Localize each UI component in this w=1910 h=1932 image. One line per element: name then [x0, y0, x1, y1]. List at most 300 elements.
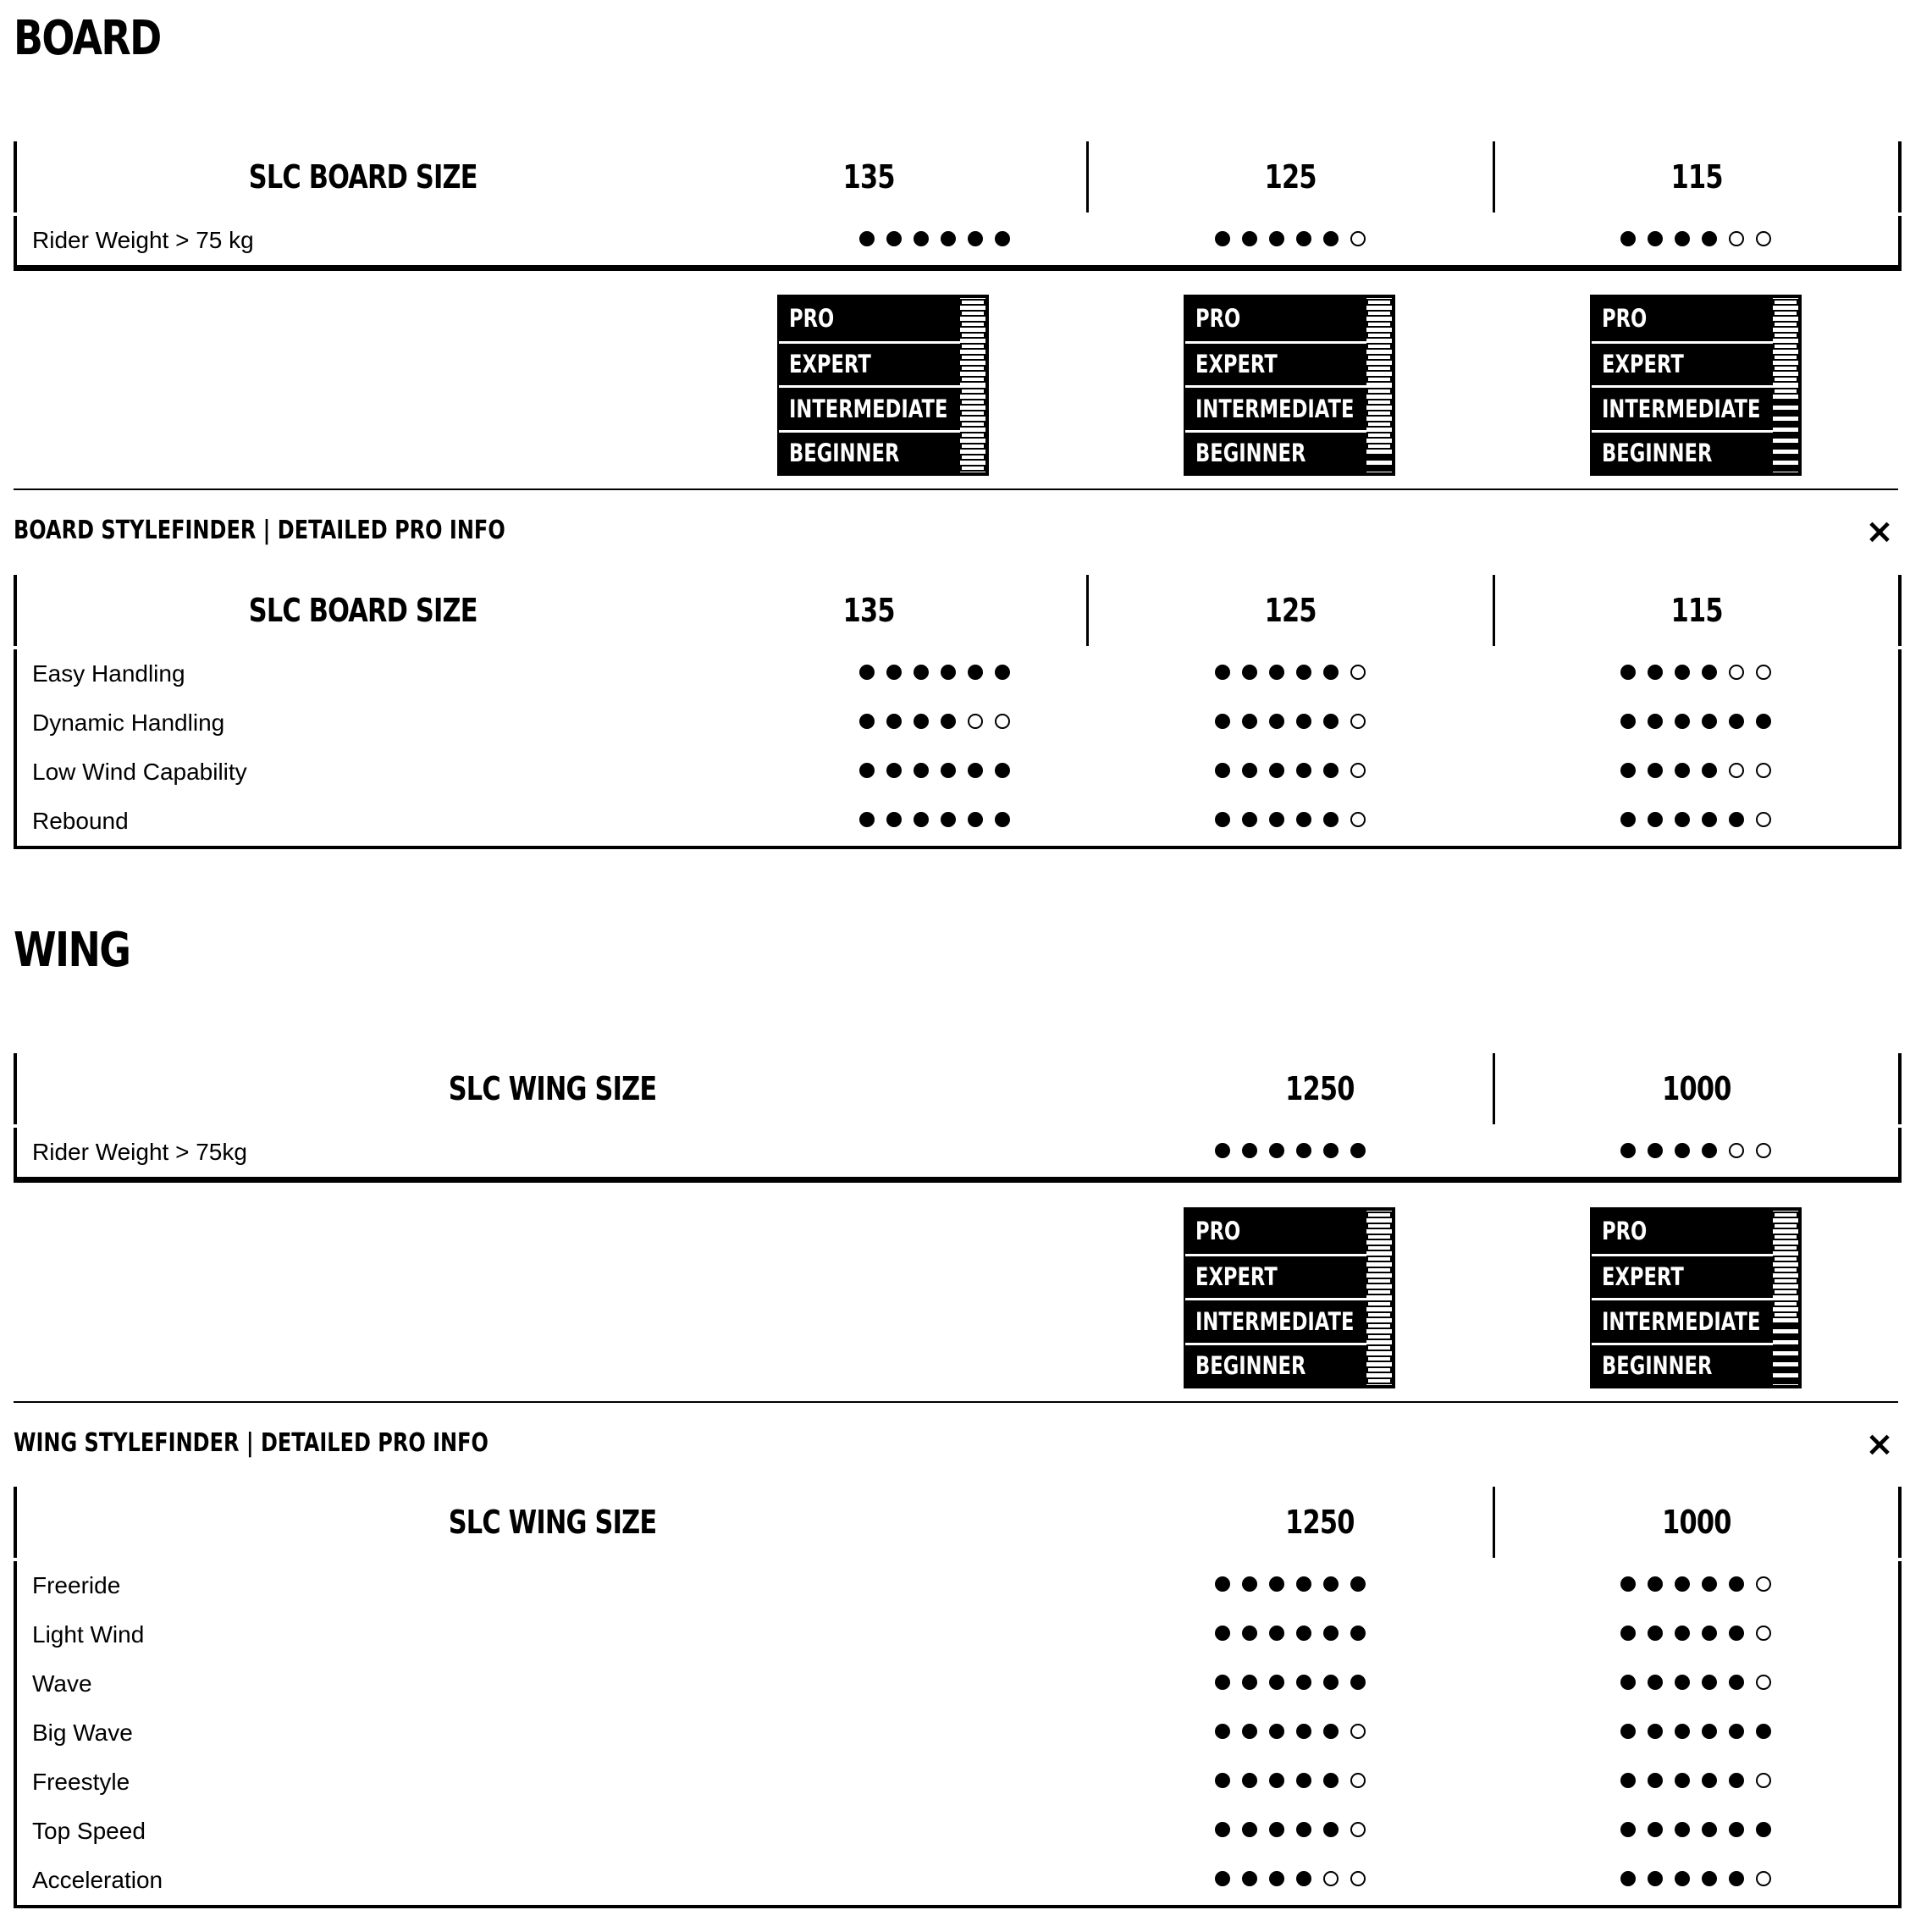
- filled-dot-icon: [1675, 231, 1690, 246]
- level-bar: [1366, 1234, 1392, 1240]
- filled-dot-icon: [1215, 1724, 1230, 1739]
- level-pro: PRO: [1602, 304, 1648, 334]
- level-bar: [1773, 1300, 1798, 1307]
- empty-dot-icon: [968, 714, 983, 729]
- level-bar: [1366, 310, 1392, 317]
- filled-dot-icon: [1702, 1724, 1717, 1739]
- wing-rating-1000: [1493, 1561, 1900, 1610]
- empty-dot-icon: [1756, 1576, 1771, 1592]
- filled-dot-icon: [1242, 1822, 1257, 1837]
- board-weight-table: [14, 216, 1902, 271]
- filled-dot-icon: [1675, 1143, 1690, 1158]
- level-intermediate: INTERMEDIATE: [779, 385, 963, 430]
- filled-dot-icon: [1269, 1724, 1284, 1739]
- level-beginner: BEGINNER: [1185, 1343, 1370, 1388]
- level-bar: [1773, 1223, 1798, 1229]
- board-rating-135: [782, 698, 1087, 748]
- filled-dot-icon: [1296, 1626, 1311, 1641]
- filled-dot-icon: [1675, 1773, 1690, 1788]
- empty-dot-icon: [1756, 1773, 1771, 1788]
- filled-dot-icon: [1269, 812, 1284, 827]
- level-bar: [1366, 1377, 1392, 1384]
- filled-dot-icon: [1702, 812, 1717, 827]
- wing-size-1000: 1000: [1493, 1053, 1900, 1124]
- filled-dot-icon: [1296, 763, 1311, 778]
- filled-dot-icon: [1729, 1871, 1744, 1886]
- wing-rating-1250: [1087, 1856, 1493, 1907]
- wing-row-label: Light Wind: [15, 1610, 1087, 1659]
- wing-rating-1250: [1087, 1758, 1493, 1807]
- wing-stylefinder-header: [15, 1487, 1900, 1558]
- level-bar: [1773, 454, 1798, 461]
- filled-dot-icon: [1323, 1724, 1339, 1739]
- wing-stylefinder-row-wave: [15, 1659, 1900, 1708]
- filled-dot-icon: [886, 231, 902, 246]
- level-intermediate: INTERMEDIATE: [1185, 1298, 1370, 1343]
- filled-dot-icon: [1702, 1773, 1717, 1788]
- wing-size-header: [15, 1053, 1900, 1124]
- empty-dot-icon: [1350, 665, 1366, 680]
- wing-stylefinder-size-1250: 1250: [1285, 1504, 1355, 1541]
- level-pro: PRO: [1195, 304, 1241, 334]
- level-beginner: BEGINNER: [1592, 1343, 1776, 1388]
- empty-dot-icon: [1756, 1143, 1771, 1158]
- filled-dot-icon: [859, 763, 875, 778]
- empty-dot-icon: [1350, 1822, 1366, 1837]
- level-bar: [960, 321, 985, 328]
- empty-dot-icon: [1756, 812, 1771, 827]
- board-rating-115: [1493, 748, 1900, 797]
- filled-dot-icon: [1620, 1822, 1636, 1837]
- wing-stylefinder-title: WING STYLEFINDER | DETAILED PRO INFO: [14, 1428, 489, 1458]
- wing-rating-1250: [1087, 1807, 1493, 1856]
- board-rating-135: [782, 649, 1087, 698]
- level-meter: [960, 298, 985, 472]
- board-stylefinder-header: [15, 575, 1900, 646]
- filled-dot-icon: [1323, 1626, 1339, 1641]
- board-rating-125: [1087, 698, 1493, 748]
- filled-dot-icon: [1296, 665, 1311, 680]
- wing-stylefinder-close-button[interactable]: ×: [1865, 1425, 1894, 1464]
- level-bar: [1366, 1245, 1392, 1251]
- filled-dot-icon: [1620, 1576, 1636, 1592]
- filled-dot-icon: [1620, 1675, 1636, 1690]
- filled-dot-icon: [886, 714, 902, 729]
- filled-dot-icon: [1648, 763, 1663, 778]
- filled-dot-icon: [1702, 714, 1717, 729]
- wing-row-label: Acceleration: [15, 1856, 1087, 1907]
- empty-dot-icon: [1729, 231, 1744, 246]
- wing-stylefinder-size-1000: 1000: [1493, 1487, 1900, 1558]
- level-bar: [960, 354, 985, 361]
- filled-dot-icon: [995, 231, 1010, 246]
- empty-dot-icon: [1756, 763, 1771, 778]
- filled-dot-icon: [1350, 1576, 1366, 1592]
- filled-dot-icon: [1620, 1773, 1636, 1788]
- wing-level-box-1000: [1590, 1207, 1802, 1388]
- wing-row-label: Wave: [15, 1659, 1087, 1708]
- filled-dot-icon: [1648, 1773, 1663, 1788]
- level-bar: [1366, 443, 1392, 450]
- level-bar: [1366, 432, 1392, 439]
- board-stylefinder-row-easy-handling: [15, 649, 1900, 698]
- filled-dot-icon: [1323, 812, 1339, 827]
- filled-dot-icon: [1648, 1143, 1663, 1158]
- level-bar: [1773, 1289, 1798, 1295]
- filled-dot-icon: [1648, 714, 1663, 729]
- filled-dot-icon: [1269, 1871, 1284, 1886]
- filled-dot-icon: [1242, 812, 1257, 827]
- filled-dot-icon: [1675, 1871, 1690, 1886]
- filled-dot-icon: [1323, 1822, 1339, 1837]
- wing-rating-1000: [1493, 1758, 1900, 1807]
- wing-rating-1250: [1087, 1708, 1493, 1758]
- filled-dot-icon: [995, 763, 1010, 778]
- wing-stylefinder-rows: [14, 1561, 1902, 1908]
- filled-dot-icon: [1296, 1724, 1311, 1739]
- empty-dot-icon: [1350, 763, 1366, 778]
- level-expert: EXPERT: [1592, 1254, 1776, 1299]
- level-meter: [1366, 1211, 1392, 1385]
- filled-dot-icon: [1296, 1576, 1311, 1592]
- filled-dot-icon: [1242, 763, 1257, 778]
- filled-dot-icon: [1702, 1675, 1717, 1690]
- filled-dot-icon: [914, 812, 929, 827]
- filled-dot-icon: [1242, 1576, 1257, 1592]
- filled-dot-icon: [1620, 1143, 1636, 1158]
- wing-stylefinder-table: [14, 1487, 1902, 1558]
- empty-dot-icon: [1323, 1871, 1339, 1886]
- board-size-table: [14, 141, 1902, 213]
- level-bar: [1773, 299, 1798, 306]
- board-rating-115: [1493, 797, 1900, 847]
- filled-dot-icon: [941, 812, 956, 827]
- filled-dot-icon: [1242, 231, 1257, 246]
- level-bar: [1773, 1278, 1798, 1284]
- wing-weight-label: Rider Weight > 75kg: [15, 1128, 1087, 1180]
- board-rating-115: [1493, 698, 1900, 748]
- level-bar: [960, 399, 985, 406]
- level-bar: [1366, 1344, 1392, 1351]
- filled-dot-icon: [1702, 1871, 1717, 1886]
- level-bar: [1366, 343, 1392, 350]
- wing-rating-1250: [1087, 1610, 1493, 1659]
- filled-dot-icon: [1323, 231, 1339, 246]
- filled-dot-icon: [1215, 1675, 1230, 1690]
- filled-dot-icon: [1296, 714, 1311, 729]
- level-meter: [1366, 298, 1392, 472]
- level-beginner: BEGINNER: [779, 430, 963, 475]
- filled-dot-icon: [1215, 763, 1230, 778]
- board-rating-125: [1087, 649, 1493, 698]
- empty-dot-icon: [1756, 665, 1771, 680]
- filled-dot-icon: [941, 665, 956, 680]
- filled-dot-icon: [1675, 1724, 1690, 1739]
- filled-dot-icon: [914, 763, 929, 778]
- level-bar: [1773, 1322, 1798, 1329]
- level-bar: [1366, 410, 1392, 417]
- level-bar: [1366, 1311, 1392, 1318]
- wing-stylefinder-row-acceleration: [15, 1856, 1900, 1907]
- filled-dot-icon: [1215, 714, 1230, 729]
- level-pro: PRO: [1195, 1217, 1241, 1246]
- filled-dot-icon: [1620, 812, 1636, 827]
- level-bar: [1773, 343, 1798, 350]
- filled-dot-icon: [1729, 1675, 1744, 1690]
- level-bar: [1366, 1366, 1392, 1373]
- board-level-box-125: [1184, 295, 1395, 476]
- filled-dot-icon: [1729, 1626, 1744, 1641]
- level-bar: [1773, 1366, 1798, 1373]
- board-stylefinder-size-115: 115: [1493, 575, 1900, 646]
- filled-dot-icon: [1648, 1871, 1663, 1886]
- level-bar: [1773, 332, 1798, 339]
- filled-dot-icon: [1215, 1871, 1230, 1886]
- filled-dot-icon: [1702, 1822, 1717, 1837]
- empty-dot-icon: [1756, 1626, 1771, 1641]
- level-bar: [960, 465, 985, 472]
- filled-dot-icon: [1242, 1675, 1257, 1690]
- filled-dot-icon: [968, 763, 983, 778]
- filled-dot-icon: [859, 812, 875, 827]
- empty-dot-icon: [1756, 231, 1771, 246]
- level-bar: [1773, 388, 1798, 395]
- wing-row-label: Freeride: [15, 1561, 1087, 1610]
- wing-rating-1000: [1493, 1807, 1900, 1856]
- filled-dot-icon: [1296, 231, 1311, 246]
- wing-rating-1000: [1493, 1610, 1900, 1659]
- wing-size-1250: 1250: [1285, 1070, 1355, 1107]
- board-row-label: Easy Handling: [15, 649, 782, 698]
- filled-dot-icon: [968, 665, 983, 680]
- level-bar: [1773, 432, 1798, 439]
- filled-dot-icon: [1269, 1576, 1284, 1592]
- level-beginner: BEGINNER: [1592, 430, 1776, 475]
- level-bar: [1773, 1256, 1798, 1262]
- board-weight-label: Rider Weight > 75 kg: [15, 216, 782, 268]
- filled-dot-icon: [1215, 1576, 1230, 1592]
- filled-dot-icon: [1675, 665, 1690, 680]
- filled-dot-icon: [1648, 1626, 1663, 1641]
- level-bar: [960, 388, 985, 395]
- empty-dot-icon: [1350, 714, 1366, 729]
- filled-dot-icon: [1323, 1675, 1339, 1690]
- filled-dot-icon: [995, 812, 1010, 827]
- board-stylefinder-size-label: SLC BOARD SIZE: [15, 575, 884, 646]
- level-bar: [1366, 299, 1392, 306]
- filled-dot-icon: [1242, 1724, 1257, 1739]
- filled-dot-icon: [1648, 231, 1663, 246]
- board-size-135: 135: [842, 158, 895, 196]
- level-bar: [960, 310, 985, 317]
- filled-dot-icon: [1323, 714, 1339, 729]
- filled-dot-icon: [1350, 1143, 1366, 1158]
- filled-dot-icon: [1269, 1675, 1284, 1690]
- board-level-box-135: [777, 295, 989, 476]
- wing-rating-1000: [1493, 1659, 1900, 1708]
- filled-dot-icon: [1702, 231, 1717, 246]
- level-bar: [1773, 443, 1798, 450]
- level-bar: [1773, 1377, 1798, 1384]
- wing-stylefinder-row-big-wave: [15, 1708, 1900, 1758]
- filled-dot-icon: [1729, 1576, 1744, 1592]
- filled-dot-icon: [1242, 714, 1257, 729]
- wing-rating-1000: [1493, 1856, 1900, 1907]
- level-bar: [960, 299, 985, 306]
- level-bar: [960, 365, 985, 372]
- filled-dot-icon: [1296, 1143, 1311, 1158]
- filled-dot-icon: [1620, 714, 1636, 729]
- level-bar: [1366, 1289, 1392, 1295]
- filled-dot-icon: [1702, 665, 1717, 680]
- filled-dot-icon: [1675, 763, 1690, 778]
- board-weight-row: [15, 216, 1900, 268]
- filled-dot-icon: [1296, 1773, 1311, 1788]
- filled-dot-icon: [1269, 1626, 1284, 1641]
- level-bar: [1773, 410, 1798, 417]
- board-rating-135: [782, 748, 1087, 797]
- level-bar: [1366, 1212, 1392, 1218]
- wing-rating-1250: [1087, 1659, 1493, 1708]
- filled-dot-icon: [1648, 665, 1663, 680]
- filled-dot-icon: [1620, 231, 1636, 246]
- filled-dot-icon: [968, 231, 983, 246]
- empty-dot-icon: [1729, 763, 1744, 778]
- filled-dot-icon: [914, 714, 929, 729]
- filled-dot-icon: [968, 812, 983, 827]
- level-meter: [1773, 1211, 1798, 1385]
- level-meter: [1773, 298, 1798, 472]
- level-bar: [960, 454, 985, 461]
- level-pro: PRO: [1602, 1217, 1648, 1246]
- level-bar: [960, 343, 985, 350]
- wing-weight-rating-1000: [1493, 1128, 1900, 1180]
- level-bar: [1773, 321, 1798, 328]
- level-bar: [1773, 354, 1798, 361]
- board-level-box-115: [1590, 295, 1802, 476]
- filled-dot-icon: [1729, 812, 1744, 827]
- filled-dot-icon: [1215, 1626, 1230, 1641]
- filled-dot-icon: [1215, 665, 1230, 680]
- filled-dot-icon: [1675, 1576, 1690, 1592]
- empty-dot-icon: [1729, 665, 1744, 680]
- board-stylefinder-size-135: 135: [842, 592, 895, 629]
- level-intermediate: INTERMEDIATE: [1592, 1298, 1776, 1343]
- wing-weight-table: [14, 1128, 1902, 1183]
- level-bar: [960, 443, 985, 450]
- filled-dot-icon: [914, 231, 929, 246]
- filled-dot-icon: [914, 665, 929, 680]
- level-bar: [1773, 1234, 1798, 1240]
- filled-dot-icon: [1269, 1773, 1284, 1788]
- wing-stylefinder-row-top-speed: [15, 1807, 1900, 1856]
- filled-dot-icon: [1269, 665, 1284, 680]
- filled-dot-icon: [995, 665, 1010, 680]
- filled-dot-icon: [1729, 1773, 1744, 1788]
- board-size-125: 125: [1087, 141, 1493, 213]
- filled-dot-icon: [1648, 1576, 1663, 1592]
- filled-dot-icon: [1620, 1724, 1636, 1739]
- filled-dot-icon: [1269, 1143, 1284, 1158]
- filled-dot-icon: [1702, 1143, 1717, 1158]
- filled-dot-icon: [1702, 1626, 1717, 1641]
- board-stylefinder-title: BOARD STYLEFINDER | DETAILED PRO INFO: [14, 516, 505, 545]
- filled-dot-icon: [1323, 1576, 1339, 1592]
- filled-dot-icon: [1648, 812, 1663, 827]
- level-bar: [1366, 354, 1392, 361]
- level-bar: [960, 376, 985, 383]
- board-stylefinder-table: [14, 575, 1902, 646]
- empty-dot-icon: [1350, 1773, 1366, 1788]
- level-bar: [1773, 1267, 1798, 1273]
- board-stylefinder-size-125: 125: [1087, 575, 1493, 646]
- filled-dot-icon: [859, 231, 875, 246]
- filled-dot-icon: [1323, 1773, 1339, 1788]
- wing-weight-row: [15, 1128, 1900, 1180]
- filled-dot-icon: [1729, 714, 1744, 729]
- filled-dot-icon: [1729, 1724, 1744, 1739]
- filled-dot-icon: [1215, 812, 1230, 827]
- board-row-label: Dynamic Handling: [15, 698, 782, 748]
- filled-dot-icon: [859, 714, 875, 729]
- wing-row-label: Big Wave: [15, 1708, 1087, 1758]
- level-bar: [1773, 399, 1798, 406]
- level-expert: EXPERT: [1185, 1254, 1370, 1299]
- level-bar: [1366, 465, 1392, 472]
- level-bar: [1366, 454, 1392, 461]
- wing-divider: [14, 1401, 1898, 1403]
- filled-dot-icon: [1269, 1822, 1284, 1837]
- board-stylefinder-row-low-wind-capability: [15, 748, 1900, 797]
- level-bar: [1366, 1322, 1392, 1329]
- level-bar: [1366, 388, 1392, 395]
- board-weight-rating-135: [782, 216, 1087, 268]
- level-bar: [1366, 1256, 1392, 1262]
- level-bar: [1773, 1333, 1798, 1340]
- wing-stylefinder-size-label: SLC WING SIZE: [15, 1487, 1087, 1558]
- level-bar: [1366, 1267, 1392, 1273]
- level-expert: EXPERT: [779, 341, 963, 386]
- level-bar: [960, 432, 985, 439]
- filled-dot-icon: [1675, 812, 1690, 827]
- filled-dot-icon: [1215, 1773, 1230, 1788]
- level-beginner: BEGINNER: [1185, 430, 1370, 475]
- wing-size-label: SLC WING SIZE: [15, 1053, 1087, 1124]
- level-bar: [960, 410, 985, 417]
- level-intermediate: INTERMEDIATE: [1185, 385, 1370, 430]
- level-bar: [1366, 1333, 1392, 1340]
- filled-dot-icon: [1675, 1626, 1690, 1641]
- empty-dot-icon: [1350, 1871, 1366, 1886]
- filled-dot-icon: [1756, 1822, 1771, 1837]
- empty-dot-icon: [1350, 231, 1366, 246]
- filled-dot-icon: [1215, 231, 1230, 246]
- filled-dot-icon: [886, 763, 902, 778]
- filled-dot-icon: [1702, 1576, 1717, 1592]
- filled-dot-icon: [1350, 1675, 1366, 1690]
- wing-weight-rating-1250: [1087, 1128, 1493, 1180]
- board-stylefinder-close-button[interactable]: ×: [1865, 512, 1894, 551]
- board-size-label: SLC BOARD SIZE: [15, 141, 884, 213]
- level-bar: [1773, 1311, 1798, 1318]
- level-bar: [1366, 365, 1392, 372]
- wing-size-table: [14, 1053, 1902, 1124]
- filled-dot-icon: [1269, 714, 1284, 729]
- filled-dot-icon: [1648, 1675, 1663, 1690]
- filled-dot-icon: [1648, 1724, 1663, 1739]
- empty-dot-icon: [1756, 1871, 1771, 1886]
- level-bar: [1366, 1355, 1392, 1362]
